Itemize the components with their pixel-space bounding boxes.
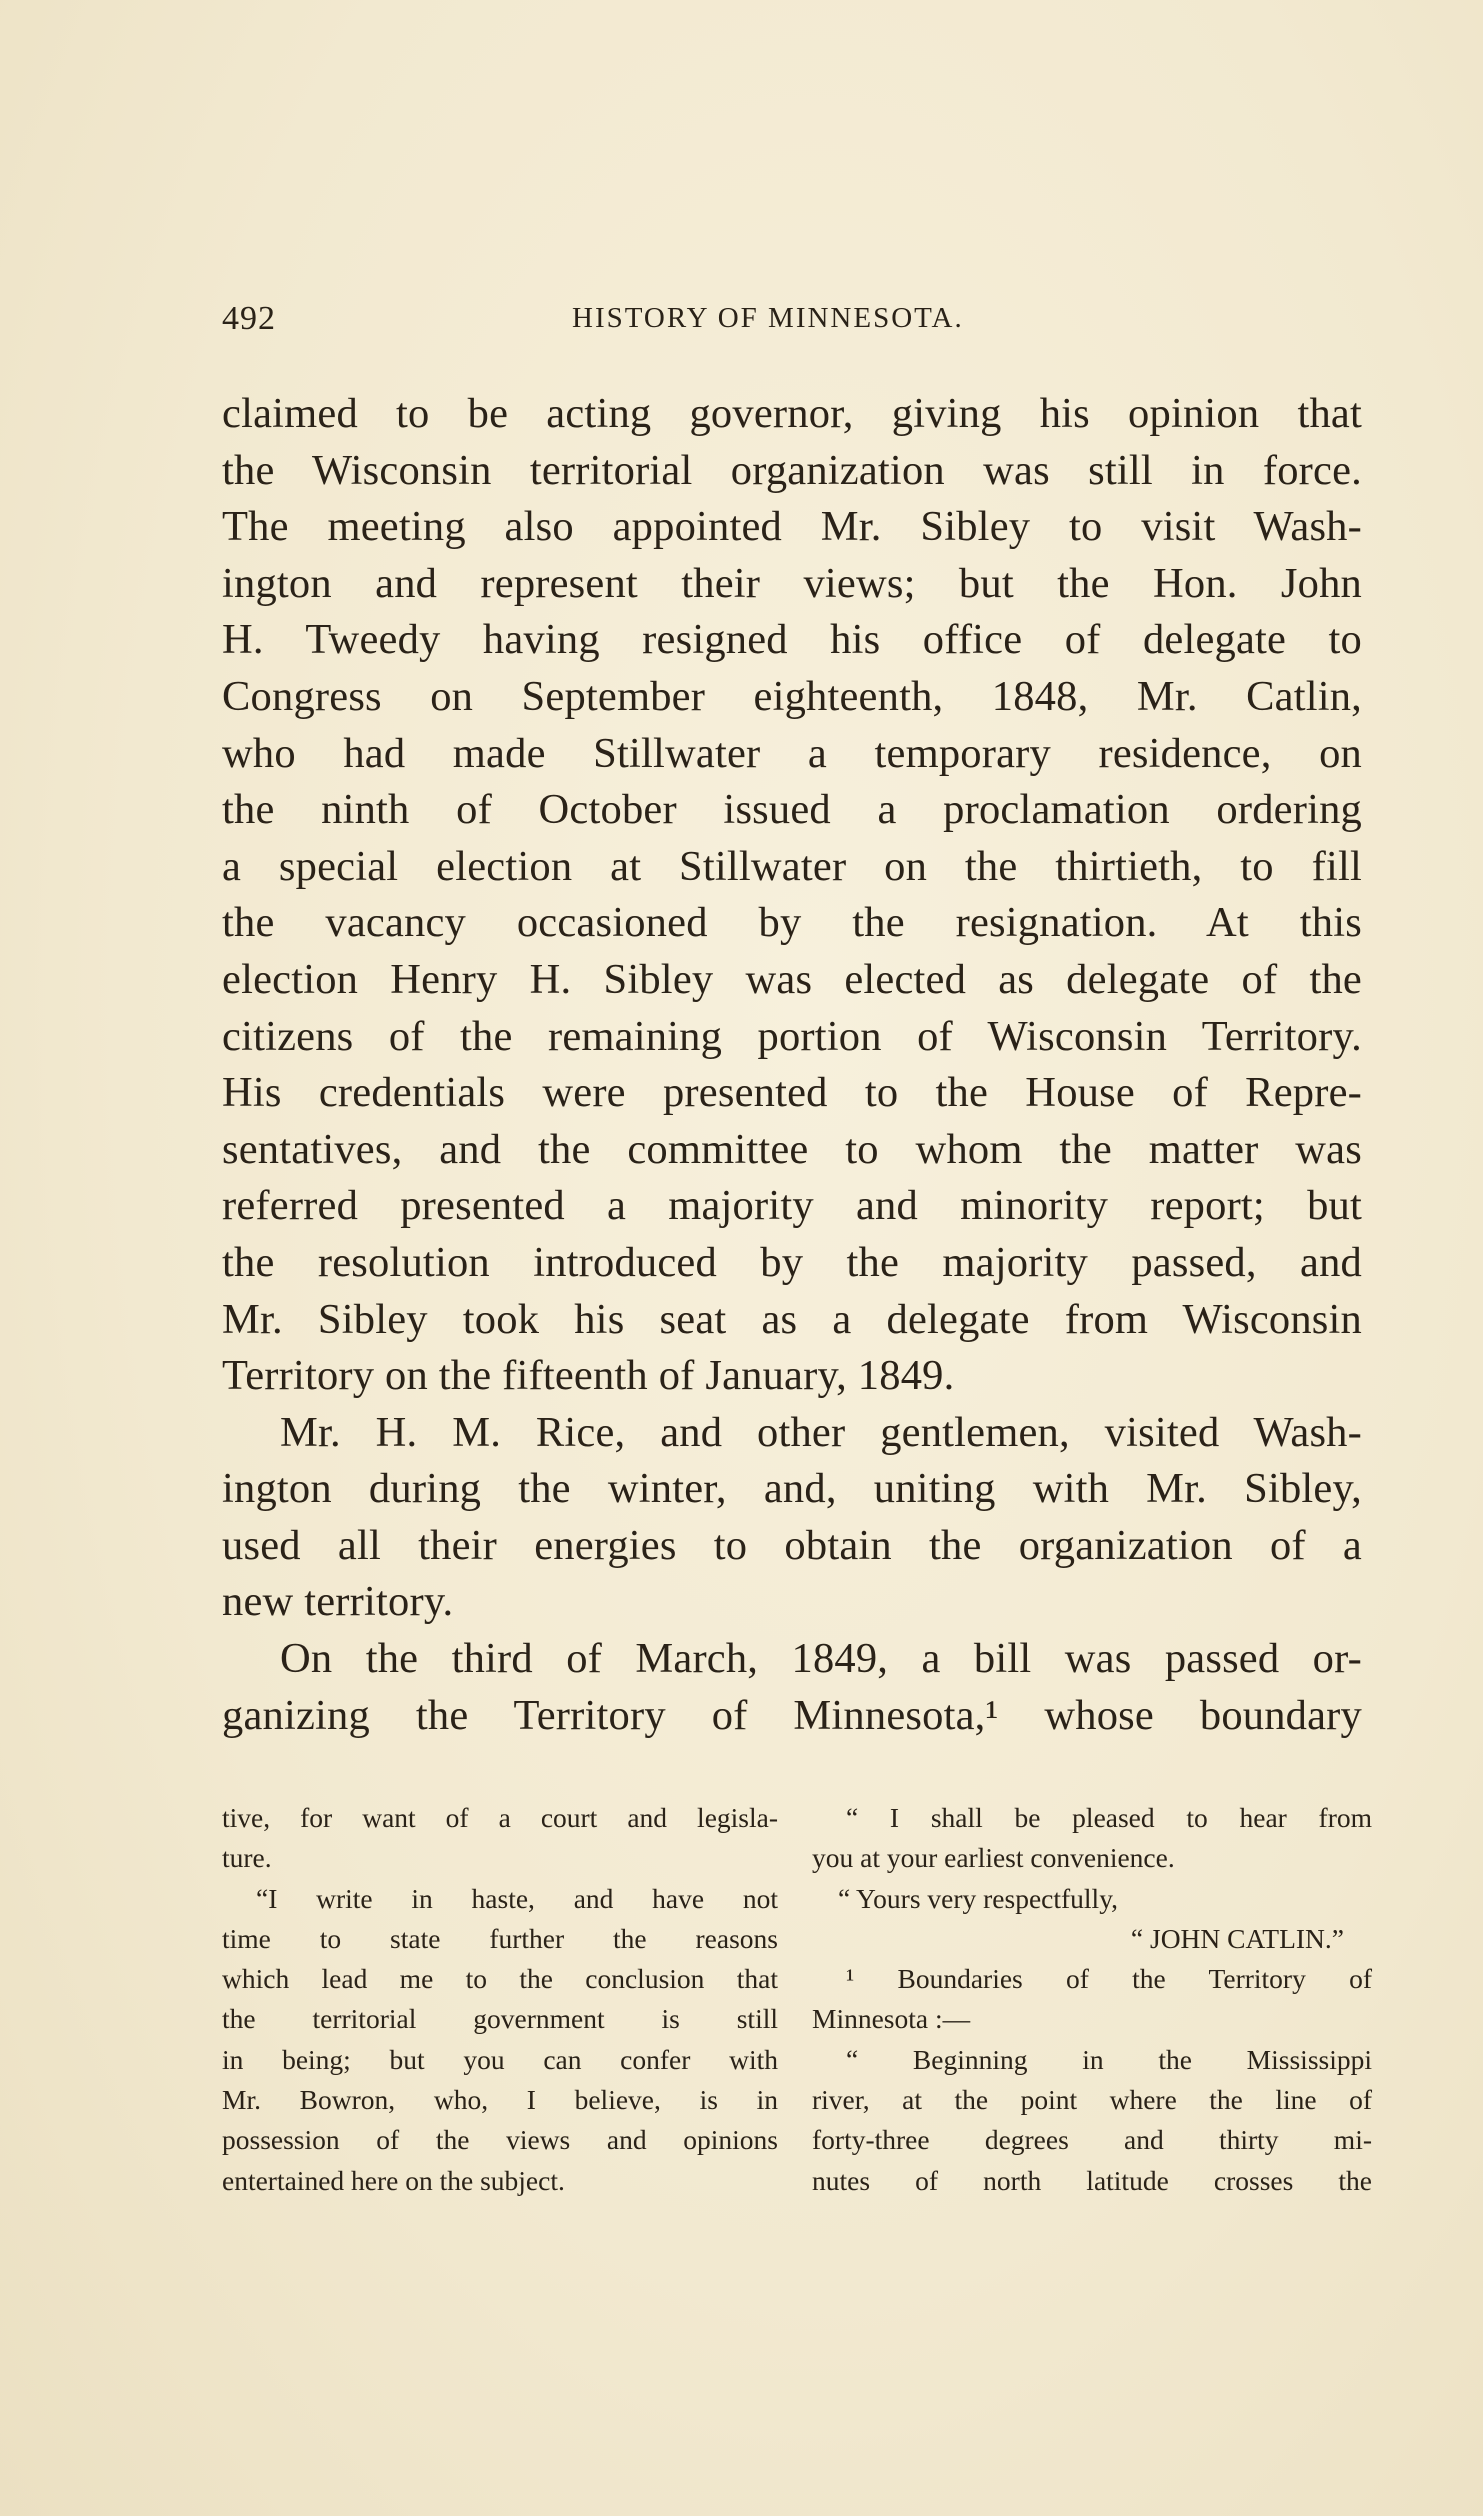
- body-line: ington during the winter, and, uniting with Mr. Sibley,: [222, 1465, 1362, 1513]
- footnote-line: Minnesota :—: [812, 2003, 971, 2035]
- body-line: citizens of the remaining portion of Wisconsin Territory.: [222, 1012, 1362, 1060]
- body-line: ganizing the Territory of Minnesota,¹ whose boundary: [222, 1691, 1362, 1739]
- body-line: His credentials were presented to the House of Repre-: [222, 1069, 1362, 1117]
- footnote-line: forty-three degrees and thirty mi-: [812, 2124, 1372, 2156]
- body-line: Mr. H. M. Rice, and other gentlemen, visited Wash-: [280, 1408, 1362, 1456]
- footnote-line: ture.: [222, 1842, 272, 1874]
- body-line: Territory on the fifteenth of January, 1849.: [222, 1352, 955, 1400]
- body-line: new territory.: [222, 1578, 454, 1626]
- footnote-line: in being; but you can confer with: [222, 2043, 778, 2075]
- footnote-line: which lead me to the conclusion that: [222, 1963, 778, 1995]
- footnote-signature: “ JOHN CATLIN.”: [1130, 1922, 1344, 1954]
- footnote-line: possession of the views and opinions: [222, 2124, 778, 2156]
- footnote-line: ¹ Boundaries of the Territory of: [846, 1963, 1372, 1995]
- footnote-column-left: [222, 1798, 778, 2201]
- body-line: ington and represent their views; but the Hon. John: [222, 559, 1362, 607]
- body-line: the resolution introduced by the majority passed, and: [222, 1238, 1362, 1286]
- body-line: Congress on September eighteenth, 1848, Mr. Catlin,: [222, 672, 1362, 720]
- running-head: [222, 300, 1362, 350]
- body-line: sentatives, and the committee to whom the matter was: [222, 1125, 1362, 1173]
- body-line: a special election at Stillwater on the thirtieth, to fill: [222, 842, 1362, 890]
- body-line: On the third of March, 1849, a bill was passed or-: [280, 1635, 1362, 1683]
- footnote-line: the territorial government is still: [222, 2003, 778, 2035]
- footnote-line: Mr. Bowron, who, I believe, is in: [222, 2084, 778, 2116]
- body-line: the Wisconsin territorial organization was still in force.: [222, 446, 1362, 494]
- body-line: the ninth of October issued a proclamation ordering: [222, 786, 1362, 834]
- footnote-line: “ Yours very respectfully,: [838, 1882, 1119, 1914]
- body-line: used all their energies to obtain the organization of a: [222, 1521, 1362, 1569]
- body-line: claimed to be acting governor, giving his opinion that: [222, 390, 1362, 437]
- footnote-line: “I write in haste, and have not: [256, 1882, 778, 1914]
- body-line: H. Tweedy having resigned his office of delegate to: [222, 616, 1362, 664]
- body-line: the vacancy occasioned by the resignation. At this: [222, 899, 1362, 947]
- main-text: [222, 386, 1362, 1744]
- footnote-line: time to state further the reasons: [222, 1922, 778, 1954]
- footnote-line: you at your earliest convenience.: [812, 1842, 1175, 1874]
- body-line: election Henry H. Sibley was elected as delegate of the: [222, 955, 1362, 1003]
- page-number: 492: [222, 300, 276, 337]
- footnote-line: nutes of north latitude crosses the: [812, 2164, 1372, 2196]
- body-line: referred presented a majority and minority report; but: [222, 1182, 1362, 1230]
- body-line: Mr. Sibley took his seat as a delegate from Wisconsin: [222, 1295, 1362, 1343]
- footnote-line: tive, for want of a court and legisla-: [222, 1802, 778, 1833]
- footnote-line: river, at the point where the line of: [812, 2084, 1372, 2116]
- running-title: HISTORY OF MINNESOTA.: [572, 302, 964, 334]
- body-line: who had made Stillwater a temporary residence, on: [222, 729, 1362, 777]
- footnote-line: “ I shall be pleased to hear from: [846, 1802, 1372, 1833]
- footnote-line: entertained here on the subject.: [222, 2164, 565, 2196]
- footnote-column-right: [812, 1798, 1372, 2201]
- footnote-line: “ Beginning in the Mississippi: [846, 2043, 1372, 2075]
- body-line: The meeting also appointed Mr. Sibley to visit Wash-: [222, 503, 1362, 551]
